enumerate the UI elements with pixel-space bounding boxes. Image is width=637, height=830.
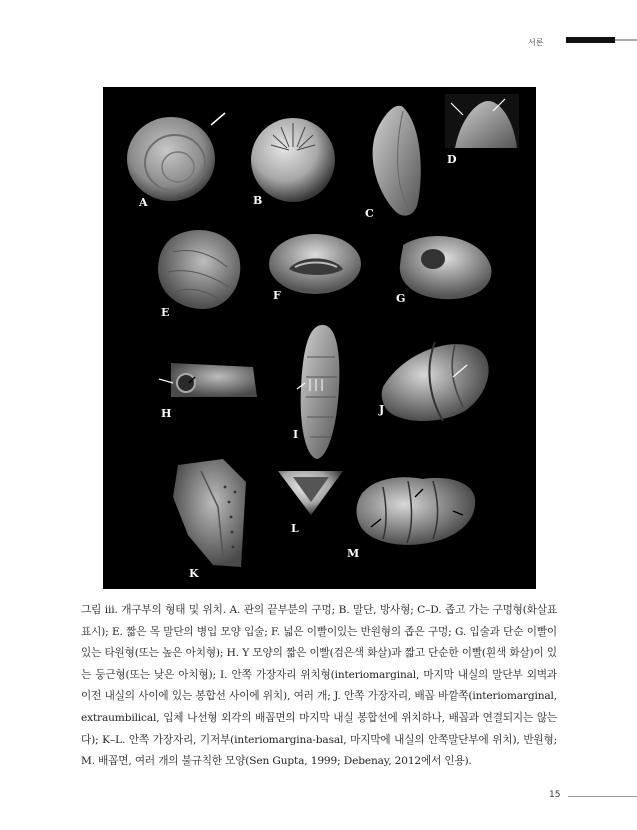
panel-g	[396, 236, 491, 305]
panel-letter-c: C	[365, 207, 374, 220]
panel-letter-j: J	[379, 403, 385, 416]
panel-letter-g: G	[396, 292, 406, 305]
header-bar-light	[615, 39, 637, 41]
panel-letter-a: A	[139, 196, 148, 209]
panel-i	[293, 325, 339, 459]
panel-j	[378, 342, 489, 421]
foraminifera-figure	[103, 87, 536, 589]
figure-caption: 그림 iii. 개구부의 형태 및 위치. A. 관의 끝부분의 구멍; B. 말단, 방사형; C–D. 좁고 가는 구멍형(화살표 표시); E. 짧은 목 말단의 병입 모양 입술; F. 넓은 이빨이있는 반원형의 좁은 구멍; G. 입술과 단순 이빨이 있는 타원형(또는 높은 아치형); H. Y 모양의 짧은 이빨(검은색 화살)과 짧고 단순한 이빨(흰색 화살)이 있는 둥근형(또는 낮은 아치형); I. 안쪽 가장자리 위치형(interiomarginal, 마지막 내실의 말단부 외벽과 이전 내실의 사이에 있는 봉합선 사이에 위치), 여러 개; J. 안쪽 가장자리, 배꼽 바깥쪽(interiomarginal, extraumbilical, 입체 나선형 외각의 배꼽면의 마지막 내실 봉합선에 위치하나, 배꼽과 연결되지는 않는다); K–L. 안쪽 가장자리, 기저부(interiomargina-basal, 마지막에 내실의 안쪽말단부에 위치), 반원형; M. 배꼽면, 여러 개의 불규칙한 모양(Sen Gupta, 1999; Debenay, 2012에서 인용).	[81, 604, 557, 768]
panel-m	[347, 477, 475, 560]
panel-letter-k: K	[189, 567, 199, 580]
panel-letter-e: E	[161, 306, 170, 319]
panel-f	[269, 234, 361, 302]
page-number: 15	[549, 790, 561, 800]
panel-c	[365, 106, 421, 220]
panel-k	[173, 459, 246, 580]
panel-a	[127, 113, 225, 209]
arrow-icon	[159, 379, 173, 383]
panel-letter-h: H	[161, 407, 172, 420]
panel-letter-m: M	[347, 547, 360, 560]
panel-d	[445, 94, 519, 166]
panel-l	[278, 471, 343, 535]
header-bar	[566, 37, 615, 43]
panel-letter-l: L	[291, 522, 299, 535]
footer-line	[568, 796, 637, 797]
panel-letter-d: D	[447, 153, 457, 166]
panel-letter-b: B	[253, 194, 263, 207]
running-header: 서론	[528, 38, 544, 47]
panel-e	[158, 230, 240, 319]
panel-letter-i: I	[293, 428, 299, 441]
arrow-icon	[211, 113, 225, 125]
panel-b	[251, 118, 335, 207]
panel-letter-f: F	[273, 289, 281, 302]
panel-h	[159, 363, 257, 420]
